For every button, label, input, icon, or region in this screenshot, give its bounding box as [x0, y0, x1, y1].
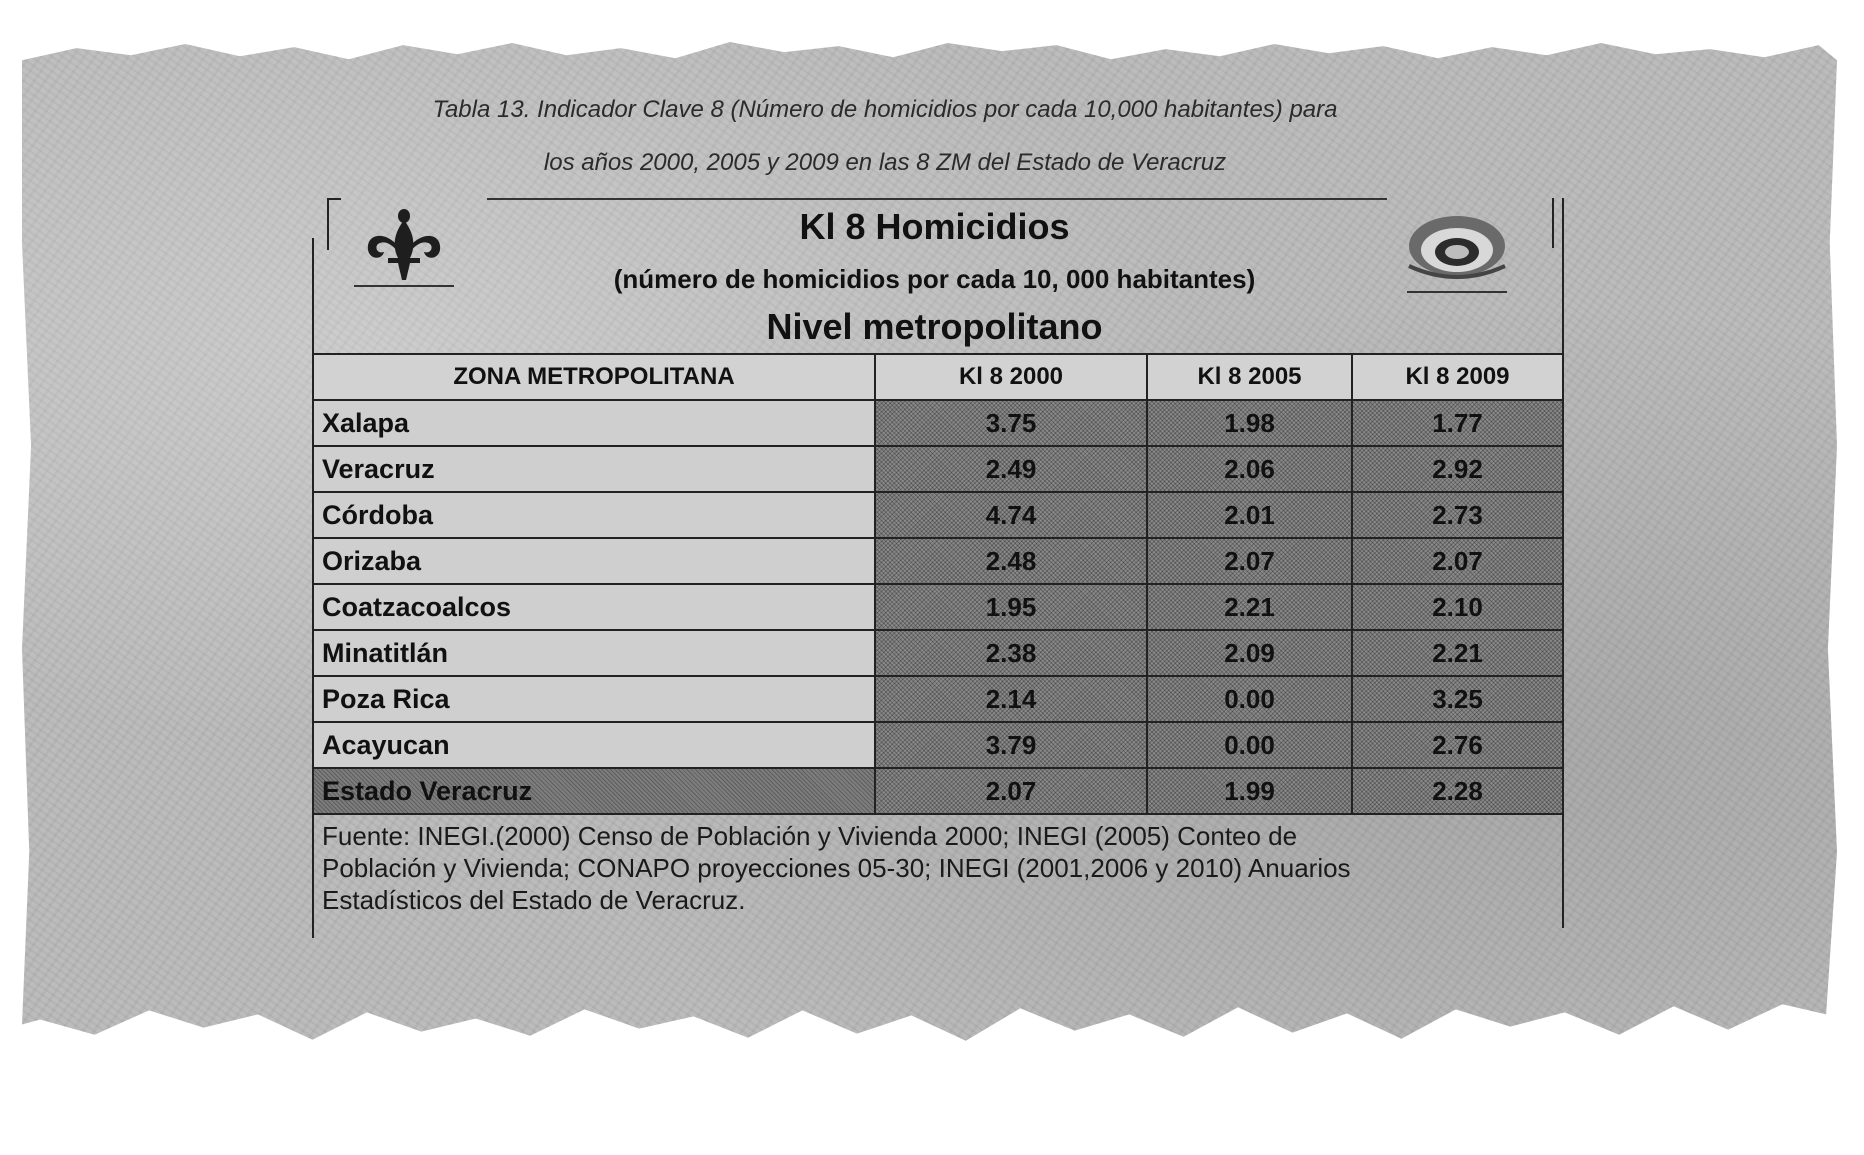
- column-header-2000: Kl 8 2000: [875, 354, 1147, 400]
- zone-name: Córdoba: [313, 492, 875, 538]
- table-caption-line-1: Tabla 13. Indicador Clave 8 (Número de homicidios por cada 10,000 habitantes) para: [432, 96, 1338, 123]
- zone-name: Xalapa: [313, 400, 875, 446]
- value-2009: 2.92: [1352, 446, 1563, 492]
- value-2000: 3.75: [875, 400, 1147, 446]
- value-2000: 2.48: [875, 538, 1147, 584]
- value-2005: 2.01: [1147, 492, 1352, 538]
- zone-name: Acayucan: [313, 722, 875, 768]
- value-2000: 2.38: [875, 630, 1147, 676]
- value-2000: 3.79: [875, 722, 1147, 768]
- table-row-total: [313, 768, 1563, 814]
- table-row: [313, 446, 1563, 492]
- table-row: [313, 492, 1563, 538]
- table-caption-line-2: los años 2000, 2005 y 2009 en las 8 ZM del Estado de Veracruz: [543, 149, 1227, 176]
- column-header-2005: Kl 8 2005: [1147, 354, 1352, 400]
- value-2000: 1.95: [875, 584, 1147, 630]
- table-header-row: [313, 354, 1563, 400]
- table-row: [313, 400, 1563, 446]
- top-rule: [487, 198, 1387, 200]
- value-2009: 2.73: [1352, 492, 1563, 538]
- value-2005: 1.99: [1147, 768, 1352, 814]
- level-heading: Nivel metropolitano: [766, 306, 1103, 347]
- zone-name: Poza Rica: [313, 676, 875, 722]
- value-2005: 2.09: [1147, 630, 1352, 676]
- homicide-data-table: [312, 353, 1564, 815]
- value-2009: 3.25: [1352, 676, 1563, 722]
- zone-name: Minatitlán: [313, 630, 875, 676]
- value-2009: 2.76: [1352, 722, 1563, 768]
- value-2005: 0.00: [1147, 676, 1352, 722]
- table-row: [313, 630, 1563, 676]
- value-2005: 0.00: [1147, 722, 1352, 768]
- table-row: [313, 584, 1563, 630]
- value-2005: 2.06: [1147, 446, 1352, 492]
- source-line-1: Fuente: INEGI.(2000) Censo de Población y Vivienda 2000; INEGI (2005) Conteo de: [322, 821, 1298, 851]
- table-row: [313, 538, 1563, 584]
- value-2009: 2.21: [1352, 630, 1563, 676]
- indicator-subtitle: (número de homicidios por cada 10, 000 habitantes): [613, 264, 1256, 294]
- value-2005: 2.07: [1147, 538, 1352, 584]
- value-2005: 2.21: [1147, 584, 1352, 630]
- value-2009: 2.28: [1352, 768, 1563, 814]
- column-header-zona: ZONA METROPOLITANA: [313, 354, 875, 400]
- table-row: [313, 676, 1563, 722]
- value-2005: 1.98: [1147, 400, 1352, 446]
- value-2000: 2.14: [875, 676, 1147, 722]
- source-line-3: Estadísticos del Estado de Veracruz.: [322, 885, 746, 915]
- ring-emblem-icon: [1387, 208, 1527, 298]
- value-2000: 2.49: [875, 446, 1147, 492]
- zone-name: Estado Veracruz: [313, 768, 875, 814]
- zone-name: Orizaba: [313, 538, 875, 584]
- value-2009: 1.77: [1352, 400, 1563, 446]
- zone-name: Coatzacoalcos: [313, 584, 875, 630]
- source-note: [322, 820, 1522, 916]
- left-bracket: [327, 198, 341, 250]
- column-header-2009: Kl 8 2009: [1352, 354, 1563, 400]
- value-2009: 2.07: [1352, 538, 1563, 584]
- value-2000: 4.74: [875, 492, 1147, 538]
- source-line-2: Población y Vivienda; CONAPO proyecciones 05-30; INEGI (2001,2006 y 2010) Anuarios: [322, 853, 1351, 883]
- table-row: [313, 722, 1563, 768]
- value-2000: 2.07: [875, 768, 1147, 814]
- value-2009: 2.10: [1352, 584, 1563, 630]
- zone-name: Veracruz: [313, 446, 875, 492]
- indicator-title: Kl 8 Homicidios: [799, 206, 1070, 247]
- indicator-panel: [312, 198, 1562, 923]
- right-bracket: [1544, 198, 1554, 248]
- fleur-de-lis-icon: [354, 208, 454, 288]
